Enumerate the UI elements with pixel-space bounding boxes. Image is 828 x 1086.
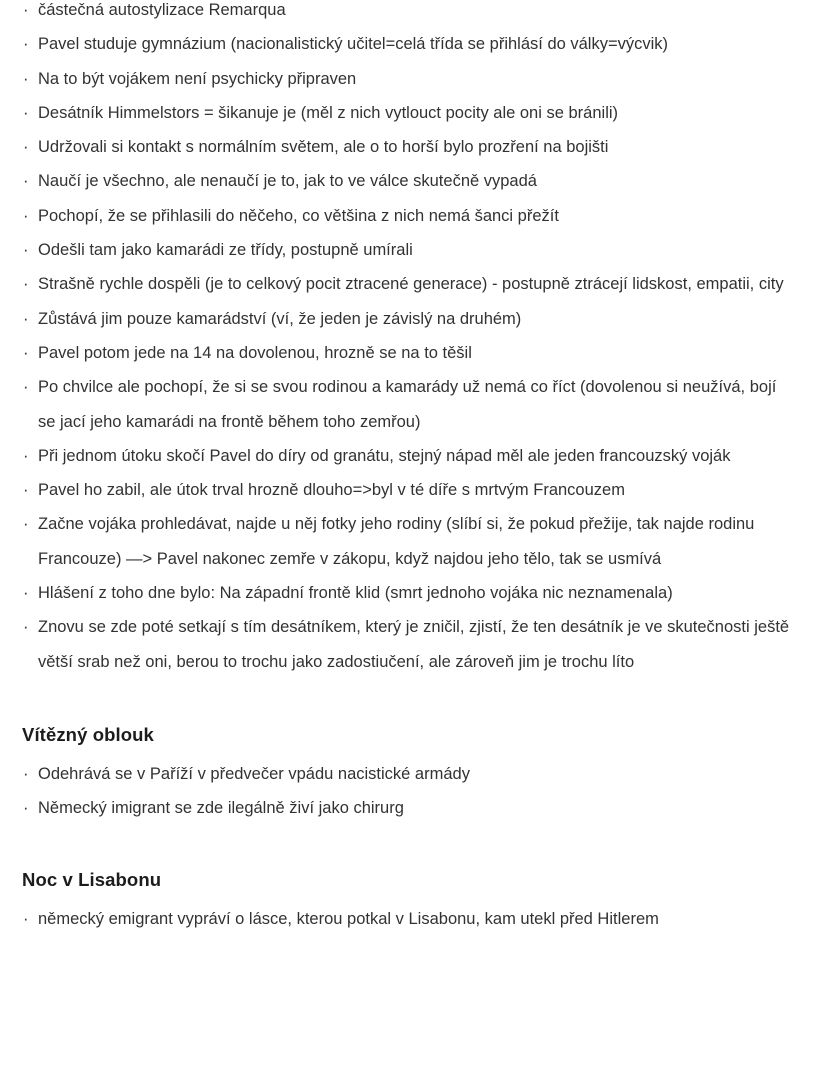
list-item-text: Desátník Himmelstors = šikanuje je (měl z nich vytlouct pocity ale oni se bránili) bbox=[38, 103, 619, 122]
list-item bbox=[22, 130, 798, 164]
list-item bbox=[22, 610, 798, 679]
list-item-text: Pochopí, že se přihlasili do něčeho, co většina z nich nemá šanci přežít bbox=[38, 206, 559, 225]
list-item bbox=[22, 27, 798, 61]
list-item-text: Pavel ho zabil, ale útok trval hrozně dlouho=>byl v té díře s mrtvým Francouzem bbox=[38, 481, 625, 500]
list-item bbox=[22, 164, 798, 198]
list-item bbox=[22, 302, 798, 336]
bullet-marker: · bbox=[23, 275, 29, 294]
list-item bbox=[22, 336, 798, 370]
list-item bbox=[22, 96, 798, 130]
list-item bbox=[22, 902, 798, 936]
list-item bbox=[22, 439, 798, 473]
list-item-text: Znovu se zde poté setkají s tím desátníkem, který je zničil, zjistí, že ten desátník je ve skutečnosti ještě větší srab než oni, berou to trochu jako zadostiučení, ale zároveň jim je trochu líto bbox=[38, 618, 790, 671]
list-item-text: Po chvilce ale pochopí, že si se svou rodinou a kamarády už nemá co říct (dovolenou si neužívá, bojí se jací jeho kamarádi na frontě během toho zemřou) bbox=[38, 378, 777, 431]
list-item bbox=[22, 233, 798, 267]
list-item-text: Začne vojáka prohledávat, najde u něj fotky jeho rodiny (slíbí si, že pokud přežije, tak najde rodinu Francouze) —> Pavel nakonec zemře v zákopu, když najdou jeho tělo, tak se usmívá bbox=[38, 515, 755, 568]
bullet-marker: · bbox=[23, 206, 29, 225]
list-item-text: Strašně rychle dospěli (je to celkový pocit ztracené generace) - postupně ztrácejí lidskost, empatii, city bbox=[38, 275, 784, 294]
bullet-marker: · bbox=[23, 799, 29, 818]
list-item-text: německý emigrant vypráví o lásce, kterou potkal v Lisabonu, kam utekl před Hitlerem bbox=[38, 909, 659, 928]
bullet-marker: · bbox=[23, 909, 29, 928]
bullet-marker: · bbox=[23, 446, 29, 465]
section-heading-vitezny-oblouk: Vítězný oblouk bbox=[22, 723, 154, 745]
notes-bullet-list-2 bbox=[22, 757, 798, 826]
list-item-text: Hlášení z toho dne bylo: Na západní frontě klid (smrt jednoho vojáka nic neznamenala) bbox=[38, 584, 673, 603]
list-item-text: Odehrává se v Paříží v předvečer vpádu nacistické armády bbox=[38, 764, 470, 783]
bullet-marker: · bbox=[23, 764, 29, 783]
list-item-text: Při jednom útoku skočí Pavel do díry od granátu, stejný nápad měl ale jeden francouzský voják bbox=[38, 446, 731, 465]
list-item bbox=[22, 757, 798, 791]
list-item bbox=[22, 199, 798, 233]
list-item bbox=[22, 267, 798, 301]
bullet-marker: · bbox=[23, 138, 29, 157]
notes-bullet-list-3 bbox=[22, 902, 798, 936]
bullet-marker: · bbox=[23, 103, 29, 122]
bullet-marker: · bbox=[23, 69, 29, 88]
list-item bbox=[22, 576, 798, 610]
bullet-marker: · bbox=[23, 515, 29, 534]
list-item-text: Pavel studuje gymnázium (nacionalistický učitel=celá třída se přihlásí do války=výcvik) bbox=[38, 35, 669, 54]
bullet-marker: · bbox=[23, 1, 29, 19]
bullet-marker: · bbox=[23, 35, 29, 54]
list-item-text: Na to být vojákem není psychicky připraven bbox=[38, 69, 357, 88]
list-item-text: částečná autostylizace Remarqua bbox=[38, 1, 286, 19]
list-item-text: Pavel potom jede na 14 na dovolenou, hrozně se na to těšil bbox=[38, 343, 472, 362]
list-item bbox=[22, 791, 798, 825]
section-heading-noc-v-lisabonu: Noc v Lisabonu bbox=[22, 868, 162, 890]
list-item-text: Zůstává jim pouze kamarádství (ví, že jeden je závislý na druhém) bbox=[38, 309, 522, 328]
list-item bbox=[22, 62, 798, 96]
bullet-marker: · bbox=[23, 241, 29, 260]
bullet-marker: · bbox=[23, 309, 29, 328]
bullet-marker: · bbox=[23, 343, 29, 362]
notes-bullet-list-1 bbox=[22, 0, 798, 679]
bullet-marker: · bbox=[23, 618, 29, 637]
list-item bbox=[22, 507, 798, 576]
list-item-text: Odešli tam jako kamarádi ze třídy, postupně umírali bbox=[38, 241, 413, 260]
list-item bbox=[22, 370, 798, 439]
bullet-marker: · bbox=[23, 481, 29, 500]
bullet-marker: · bbox=[23, 584, 29, 603]
list-item bbox=[22, 473, 798, 507]
list-item-text: Německý imigrant se zde ilegálně živí jako chirurg bbox=[38, 799, 404, 818]
list-item-text: Udržovali si kontakt s normálním světem, ale o to horší bylo prozření na bojišti bbox=[38, 138, 609, 157]
list-item-text: Naučí je všechno, ale nenaučí je to, jak to ve válce skutečně vypadá bbox=[38, 172, 537, 191]
bullet-marker: · bbox=[23, 172, 29, 191]
bullet-marker: · bbox=[23, 378, 29, 397]
list-item bbox=[22, 0, 798, 27]
